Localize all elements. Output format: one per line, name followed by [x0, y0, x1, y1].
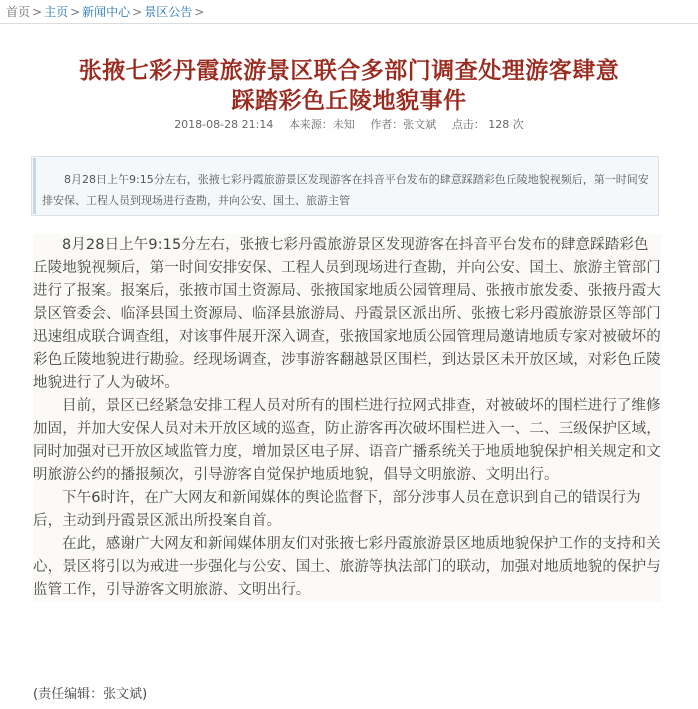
breadcrumb-separator: >	[32, 5, 43, 19]
article-paragraph: 下午6时许，在广大网友和新闻媒体的舆论监督下，部分涉事人员在意识到自己的错误行为后，主动到丹霞景区派出所投案自首。	[33, 490, 641, 529]
article-body	[33, 234, 661, 702]
article-editor: (责任编辑：张文斌)	[33, 687, 148, 702]
article-meta	[0, 118, 698, 132]
breadcrumb-separator: >	[70, 5, 81, 19]
breadcrumb	[6, 3, 206, 21]
article-summary	[31, 156, 659, 216]
article-title-line-2: 踩踏彩色丘陵地貌事件	[231, 88, 467, 114]
breadcrumb-link-main[interactable]: 主页	[44, 5, 69, 19]
summary-text: 8月28日上午9:15分左右，张掖七彩丹霞旅游景区发现游客在抖音平台发布的肆意踩踏彩色丘陵地貌视频后，第一时间安排安保、工程人员到现场进行查勘，并向公安、国土、旅游主管	[42, 173, 649, 207]
article-clicks: 点击： 128 次	[451, 118, 524, 131]
article-source: 本来源：未知	[288, 118, 355, 131]
summary-accent-bar	[33, 158, 36, 214]
article-author: 作者：张文斌	[370, 118, 437, 131]
article-date: 2018-08-28 21:14	[174, 118, 274, 131]
article-title	[0, 56, 698, 116]
breadcrumb-separator: >	[194, 5, 205, 19]
article-paragraph: 8月28日上午9:15分左右，张掖七彩丹霞旅游景区发现游客在抖音平台发布的肆意踩踏彩色丘陵地貌视频后，第一时间安排安保、工程人员到现场进行查勘，并向公安、国土、旅游主管部门进行了报案。报案后，张掖市国土资源局、张掖国家地质公园管理局、张掖市旅发委、张掖丹霞大景区管委会、临泽县国土资源局、临泽县旅游局、丹霞景区派出所、张掖七彩丹霞旅游景区等部门迅速组成联合调查组，对该事件展开深入调查，张掖国家地质公园管理局邀请地质专家对被破坏的彩色丘陵地貌进行勘验。经现场调查，涉事游客翻越景区围栏，到达景区未开放区域，对彩色丘陵地貌进行了人为破坏。	[33, 237, 661, 391]
article-title-line-1: 张掖七彩丹霞旅游景区联合多部门调查处理游客肆意	[78, 58, 620, 84]
breadcrumb-separator: >	[132, 5, 143, 19]
article-paragraph: 在此，感谢广大网友和新闻媒体朋友们对张掖七彩丹霞旅游景区地质地貌保护工作的支持和关心，景区将引以为戒进一步强化与公安、国土、旅游等执法部门的联动，加强对地质地貌的保护与监管工作，引导游客文明旅游、文明出行。	[33, 536, 661, 598]
breadcrumb-link-news[interactable]: 新闻中心	[82, 5, 131, 19]
breadcrumb-home-link[interactable]: 首页	[6, 5, 31, 19]
article-paragraph: 目前，景区已经紧急安排工程人员对所有的围栏进行拉网式排查，对被破坏的围栏进行了维修加固，并加大安保人员对未开放区域的巡查，防止游客再次破坏围栏进入一、二、三级保护区域，同时加强对已开放区域监管力度，增加景区电子屏、语音广播系统关于地质地貌保护相关规定和文明旅游公约的播报频次，引导游客自觉保护地质地貌，倡导文明旅游、文明出行。	[33, 398, 661, 483]
breadcrumb-link-notice[interactable]: 景区公告	[144, 5, 193, 19]
header-divider	[0, 23, 698, 24]
